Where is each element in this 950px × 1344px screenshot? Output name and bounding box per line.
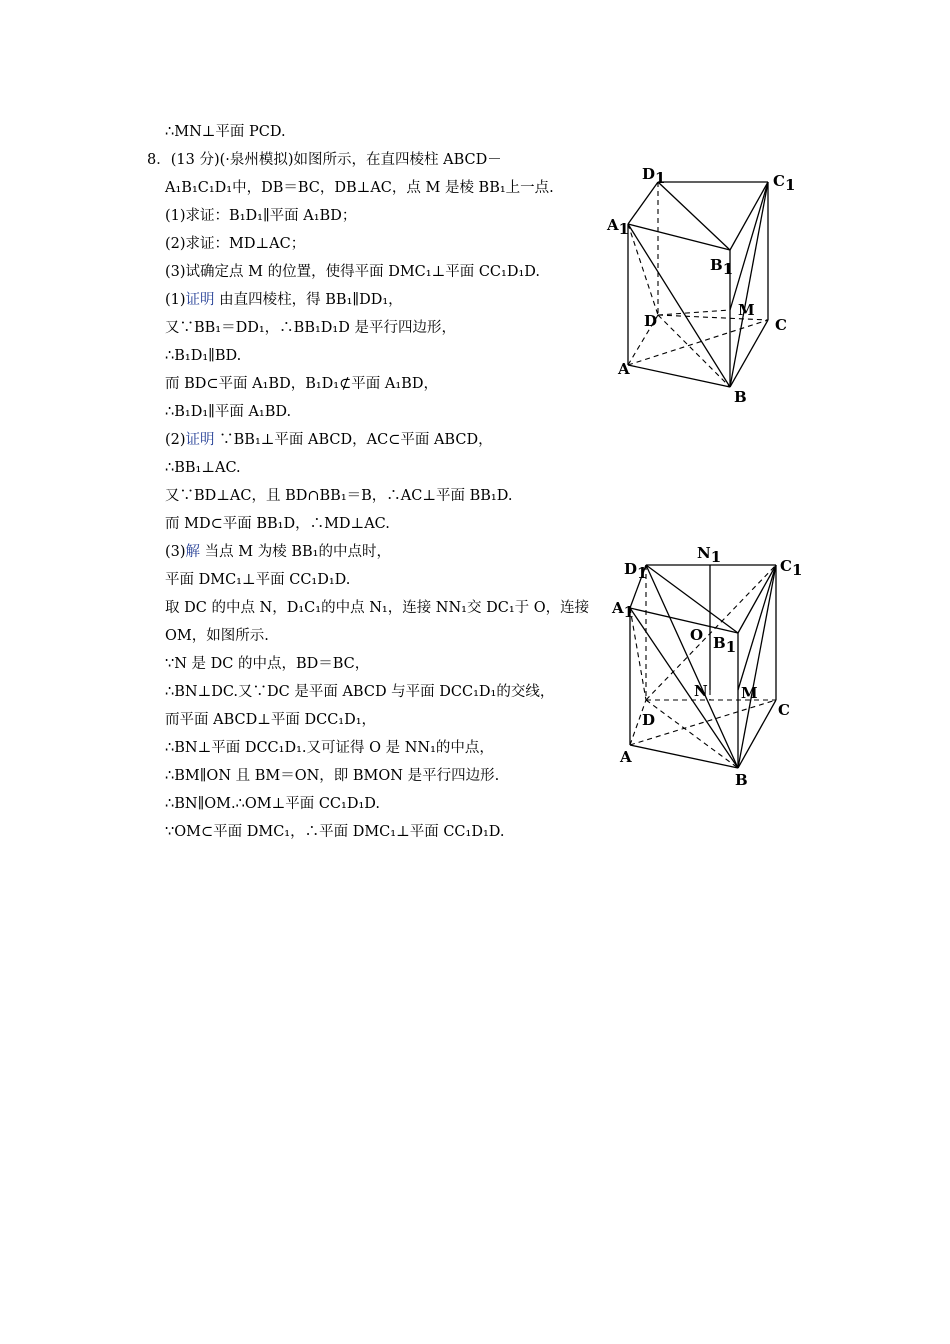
text-line-2: A₁B₁C₁D₁中，DB＝BC，DB⊥AC，点 M 是棱 BB₁上一点. [165, 180, 554, 196]
proof-2-pre: (2) [165, 432, 186, 448]
proof-2-line [165, 430, 493, 450]
label-M: M [738, 301, 755, 319]
label-C1: C1 [773, 172, 796, 194]
label-C: C [775, 316, 787, 334]
solution-3-post: 当点 M 为棱 BB₁的中点时， [200, 544, 391, 560]
text-line-25: ∵OM⊂平面 DMC₁，∴平面 DMC₁⊥平面 CC₁D₁D. [165, 824, 505, 840]
prism-figure-2 [600, 540, 810, 790]
label-C1: C1 [780, 557, 803, 579]
proof-2-post: ∵BB₁⊥平面 ABCD，AC⊂平面 ABCD， [214, 432, 493, 448]
label-B1: B1 [713, 634, 737, 656]
text-line-24: ∴BN∥OM.∴OM⊥平面 CC₁D₁D. [165, 796, 380, 812]
proof-2-keyword: 证明 [185, 432, 215, 448]
label-N1: N1 [697, 544, 722, 566]
proof-1-pre: (1) [165, 292, 186, 308]
proof-1-post: 由直四棱柱，得 BB₁∥DD₁， [214, 292, 403, 308]
text-line-16: 平面 DMC₁⊥平面 CC₁D₁D. [165, 572, 351, 588]
label-N: N [694, 682, 708, 700]
proof-1-keyword: 证明 [185, 292, 215, 308]
label-A1: A1 [612, 599, 635, 621]
solution-3-line [165, 542, 391, 562]
solution-3-pre: (3) [165, 544, 186, 560]
text-line-17: 取 DC 的中点 N，D₁C₁的中点 N₁，连接 NN₁交 DC₁于 O，连接 [165, 600, 590, 616]
text-line-13: 又∵BD⊥AC，且 BD∩BB₁＝B，∴AC⊥平面 BB₁D. [165, 488, 513, 504]
label-A1: A1 [607, 216, 630, 238]
label-A: A [620, 748, 632, 766]
label-M: M [741, 684, 758, 702]
label-B: B [734, 388, 747, 406]
text-line-9: 而 BD⊂平面 A₁BD，B₁D₁⊄平面 A₁BD， [165, 376, 438, 392]
text-line-8: ∴B₁D₁∥BD. [165, 348, 242, 364]
text-line-4: (2)求证：MD⊥AC； [165, 236, 306, 252]
text-line-3: (1)求证：B₁D₁∥平面 A₁BD； [165, 208, 357, 224]
text-line-21: 而平面 ABCD⊥平面 DCC₁D₁， [165, 712, 377, 728]
label-D1: D1 [624, 560, 648, 582]
text-line-22: ∴BN⊥平面 DCC₁D₁.又可证得 O 是 NN₁的中点， [165, 740, 494, 756]
text-line-18: OM，如图所示. [165, 628, 269, 644]
text-line-5: (3)试确定点 M 的位置，使得平面 DMC₁⊥平面 CC₁D₁D. [165, 264, 540, 280]
label-D: D [642, 711, 656, 729]
text-line-0: ∴MN⊥平面 PCD. [165, 124, 286, 140]
label-C: C [778, 701, 790, 719]
text-line-12: ∴BB₁⊥AC. [165, 460, 241, 476]
text-line-7: 又∵BB₁＝DD₁，∴BB₁D₁D 是平行四边形， [165, 320, 456, 336]
text-line-14: 而 MD⊂平面 BB₁D，∴MD⊥AC. [165, 516, 390, 532]
text-line-19: ∵N 是 DC 的中点，BD＝BC， [165, 656, 370, 672]
label-A: A [618, 360, 630, 378]
prism-figure-1 [600, 160, 800, 410]
label-B: B [735, 771, 748, 789]
label-D1: D1 [642, 165, 666, 187]
question-8-header: 8．(13 分)(·泉州模拟)如图所示，在直四棱柱 ABCD－ [147, 152, 502, 168]
label-O: O [690, 626, 704, 644]
solution-3-keyword: 解 [185, 544, 201, 560]
text-line-20: ∴BN⊥DC.又∵DC 是平面 ABCD 与平面 DCC₁D₁的交线， [165, 684, 555, 700]
label-D: D [644, 312, 658, 330]
text-line-23: ∴BM∥ON 且 BM＝ON，即 BMON 是平行四边形. [165, 768, 500, 784]
text-line-10: ∴B₁D₁∥平面 A₁BD. [165, 404, 292, 420]
proof-1-line [165, 290, 403, 310]
label-B1: B1 [710, 256, 734, 278]
